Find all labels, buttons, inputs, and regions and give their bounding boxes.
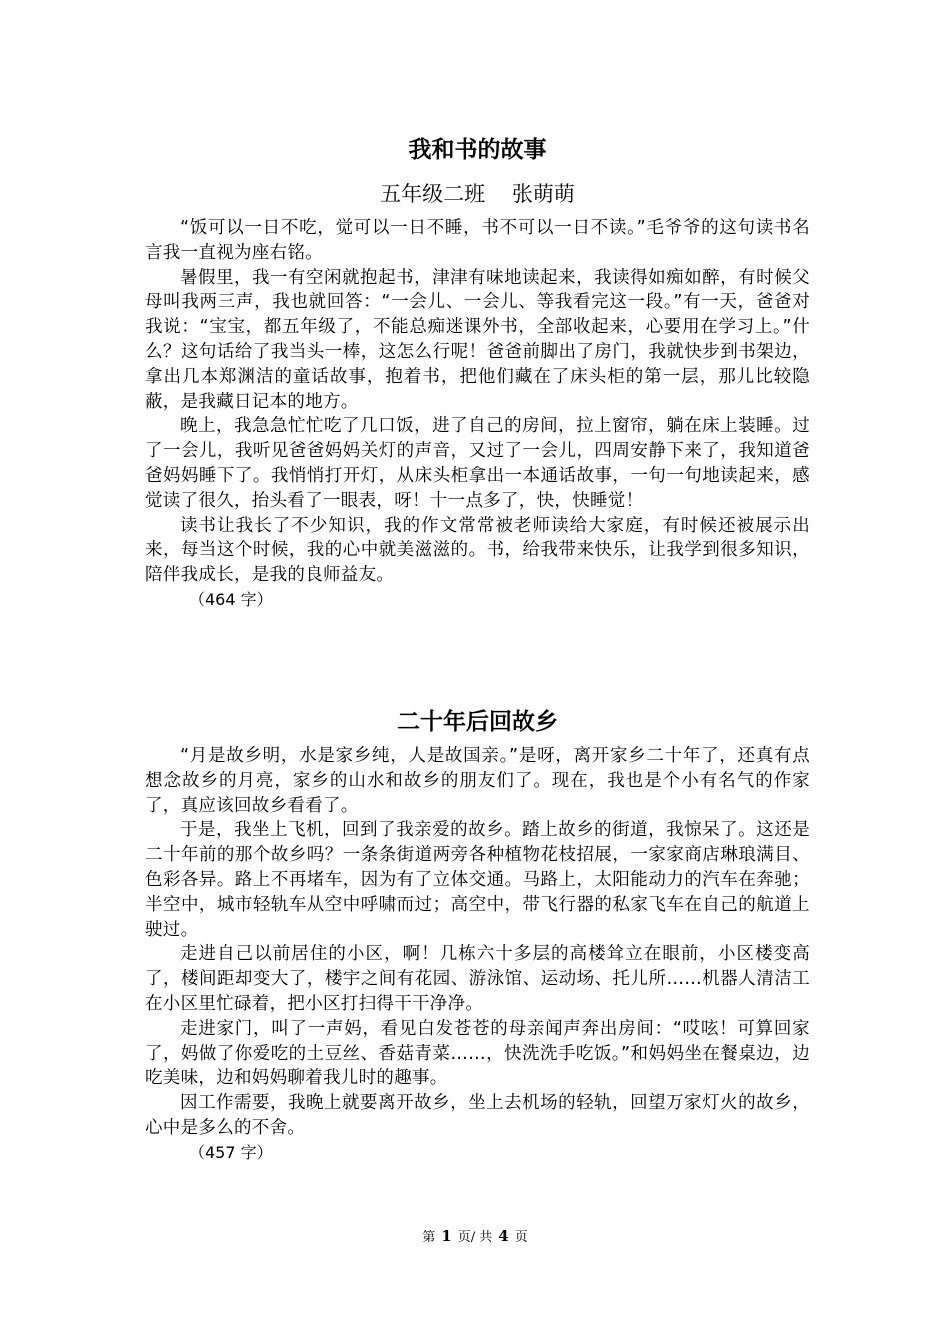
footer-suffix: 页 xyxy=(514,1230,528,1245)
paragraph: “饭可以一日不吃，觉可以一日不睡，书不可以一日不读。”毛爷爷的这句读书名言我一直视为座右铭。 xyxy=(145,218,810,263)
essay-title: 二十年后回故乡 xyxy=(397,709,558,735)
paragraph: 走进自己以前居住的小区，啊！几栋六十多层的高楼耸立在眼前，小区楼变高了，楼间距却变大了，楼宇之间有花园、游泳馆、运动场、托儿所……机器人清洁工在小区里忙碌着，把小区打扫得干干净净。 xyxy=(145,944,810,1014)
paragraph: “月是故乡明，水是家乡纯，人是故国亲。”是呀，离开家乡二十年了，还真有点想念故乡的月亮，家乡的山水和故乡的朋友们了。现在，我也是个小有名气的作家了，真应该回故乡看看了。 xyxy=(145,746,810,816)
paragraph: 走进家门，叫了一声妈，看见白发苍苍的母亲闻声奔出房间：“哎呟！可算回家了，妈做了你爱吃的土豆丝、香菇青菜……，快洗洗手吃饭。”和妈妈坐在餐桌边，边吃美味，边和妈妈聊着我儿时的趣事。 xyxy=(145,1018,810,1089)
total-pages-number: 4 xyxy=(498,1227,509,1245)
word-count: （457 字） xyxy=(189,1142,273,1162)
essay-byline: 五年级二班 张萌萌 xyxy=(380,182,575,206)
paragraph: 暑假里，我一有空闲就抱起书，津津有味地读起来，我读得如痴如醉，有时候父母叫我两三声，我也就回答：“一会儿、一会儿、等我看完这一段。”有一天，爸爸对我说：“宝宝，都五年级了，不能总痴迷课外书，全部收起来，心要用在学习上。”什么？这句话给了我当头一棒，这怎么行呢！爸爸前脚出了房门，我就快步到书架边，拿出几本郑渊洁的童话故事，抱着书，把他们藏在了床头柜的第一层，那儿比较隐蔽，是我藏日记本的地方。 xyxy=(145,267,810,412)
essay-title: 我和书的故事 xyxy=(408,137,547,163)
page-footer xyxy=(0,1227,950,1247)
paragraph: 因工作需要，我晚上就要离开故乡，坐上去机场的轻轨，回望万家灯火的故乡，心中是多么的不舍。 xyxy=(145,1093,810,1138)
current-page-number: 1 xyxy=(441,1227,452,1245)
footer-prefix: 第 xyxy=(422,1230,436,1245)
footer-middle: 页/ 共 xyxy=(457,1230,493,1245)
essay-2 xyxy=(145,700,810,1166)
paragraph: 于是，我坐上飞机，回到了我亲爱的故乡。踏上故乡的街道，我惊呆了。这还是二十年前的那个故乡吗？一条条街道两旁各种植物花枝招展，一家家商店琳琅满目、色彩各异。路上不再堵车，因为有了立体交通。马路上，太阳能动力的汽车在奔驰；半空中，城市轻轨车从空中呼啸而过；高空中，带飞行器的私家飞车在自己的航道上驶过。 xyxy=(145,820,810,940)
essay-1 xyxy=(145,128,810,613)
paragraph: 晚上，我急急忙忙吃了几口饭，进了自己的房间，拉上窗帘，躺在床上装睡。过了一会儿，我听见爸爸妈妈关灯的声音，又过了一会儿，四周安静下来了，我知道爸爸妈妈睡下了。我悄悄打开灯，从床头柜拿出一本通话故事，一句一句地读起来，感觉读了很久，抬头看了一眼表，呀！十一点多了，快，快睡觉！ xyxy=(145,416,810,511)
word-count: （464 字） xyxy=(189,589,273,609)
paragraph: 读书让我长了不少知识，我的作文常常被老师读给大家庭，有时候还被展示出来，每当这个时候，我的心中就美滋滋的。书，给我带来快乐，让我学到很多知识，陪伴我成长，是我的良师益友。 xyxy=(145,515,810,586)
